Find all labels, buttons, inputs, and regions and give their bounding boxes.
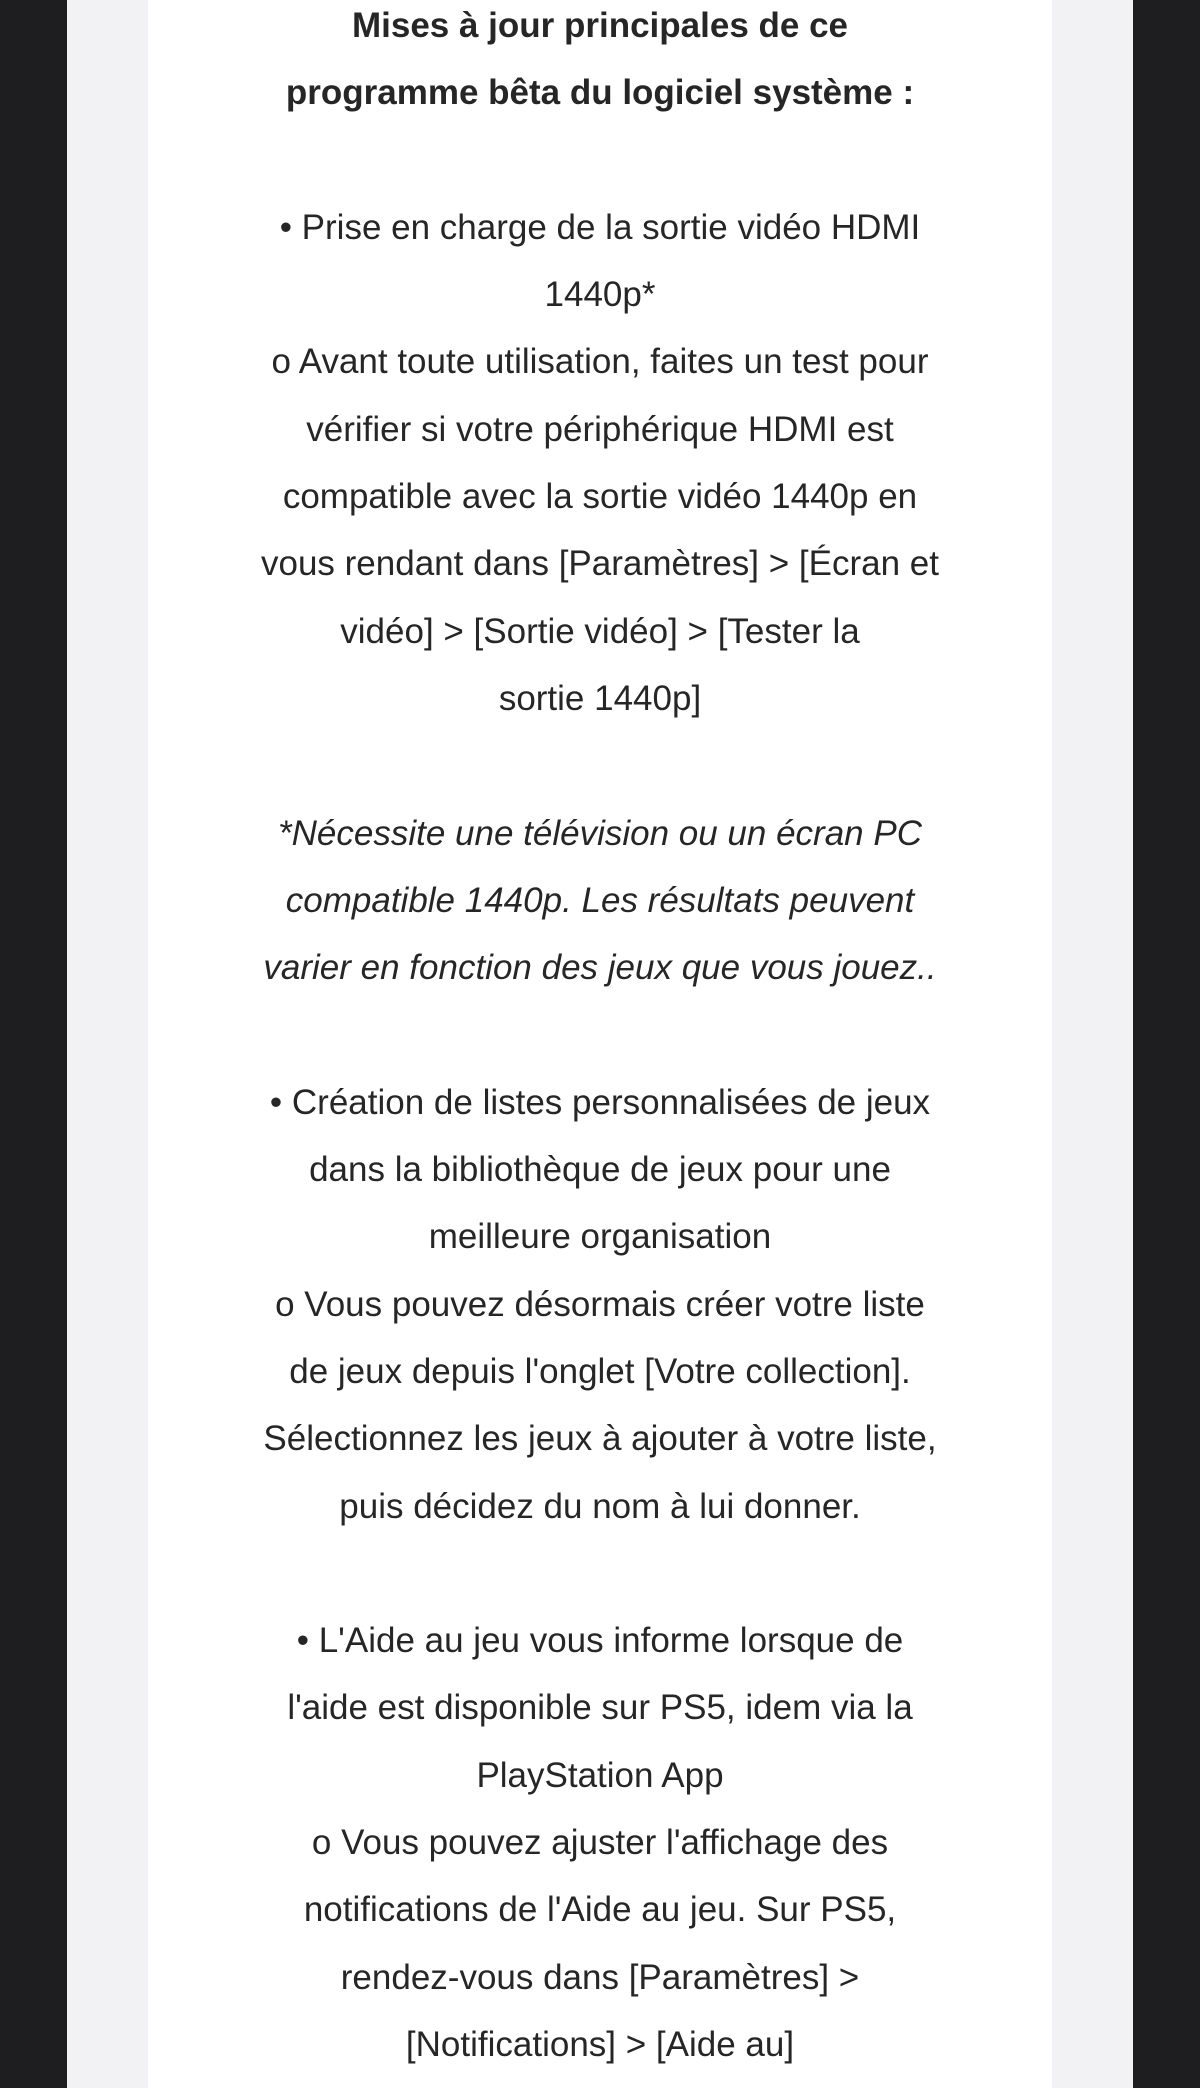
spacer [172, 127, 1028, 194]
note-line: sortie 1440p] [498, 678, 702, 718]
note-line: puis décidez du nom à lui donner. [339, 1486, 861, 1526]
spacer [172, 1540, 1028, 1607]
spacer [172, 732, 1028, 799]
article-heading [172, 0, 1028, 127]
footnote [172, 800, 1028, 1002]
bullet-line: • Prise en charge de la sortie vidéo HDMI [279, 207, 921, 247]
note-line: [Notifications] > [Aide au] [405, 2024, 795, 2064]
note-line: o Vous pouvez désormais créer votre liste [275, 1284, 925, 1324]
note-line: compatible avec la sortie vidéo 1440p en [282, 477, 918, 517]
note-line: vous rendant dans [Paramètres] > [Écran et [260, 544, 939, 584]
note-line: o Avant toute utilisation, faites un test pour [271, 342, 929, 382]
footnote-line: *Nécessite une télévision ou un écran PC [278, 813, 922, 853]
bullet-line: dans la bibliothèque de jeux pour une [309, 1150, 891, 1190]
bullet-line: 1440p* [544, 275, 656, 315]
bullet-line: PlayStation App [476, 1755, 724, 1795]
bullet-line: • Création de listes personnalisées de jeux [269, 1082, 931, 1122]
section-hdmi [172, 194, 1028, 732]
bullet-line: l'aide est disponible sur PS5, idem via la [287, 1688, 913, 1728]
footnote-line: compatible 1440p. Les résultats peuvent [285, 880, 915, 920]
article-body [148, 0, 1052, 2078]
heading-line: Mises à jour principales de ce [351, 6, 849, 45]
note-line: Sélectionnez les jeux à ajouter à votre liste, [263, 1419, 937, 1459]
note-line: de jeux depuis l'onglet [Votre collection]. [289, 1351, 911, 1391]
note-line: vérifier si votre périphérique HDMI est [306, 409, 894, 449]
note-line: notifications de l'Aide au jeu. Sur PS5, [303, 1890, 897, 1930]
note-line: o Vous pouvez ajuster l'affichage des [311, 1823, 889, 1863]
bullet-line: • L'Aide au jeu vous informe lorsque de [296, 1621, 904, 1661]
spacer [172, 1001, 1028, 1068]
footnote-line: varier en fonction des jeux que vous jouez.. [263, 948, 937, 988]
section-custom-lists [172, 1069, 1028, 1540]
note-line: vidéo] > [Sortie vidéo] > [Tester la [340, 611, 860, 651]
section-game-help [172, 1607, 1028, 2078]
note-line: rendez-vous dans [Paramètres] > [340, 1957, 860, 1997]
heading-line: programme bêta du logiciel système : [285, 73, 915, 113]
bullet-line: meilleure organisation [428, 1217, 772, 1257]
article-panel[interactable] [148, 0, 1052, 2088]
